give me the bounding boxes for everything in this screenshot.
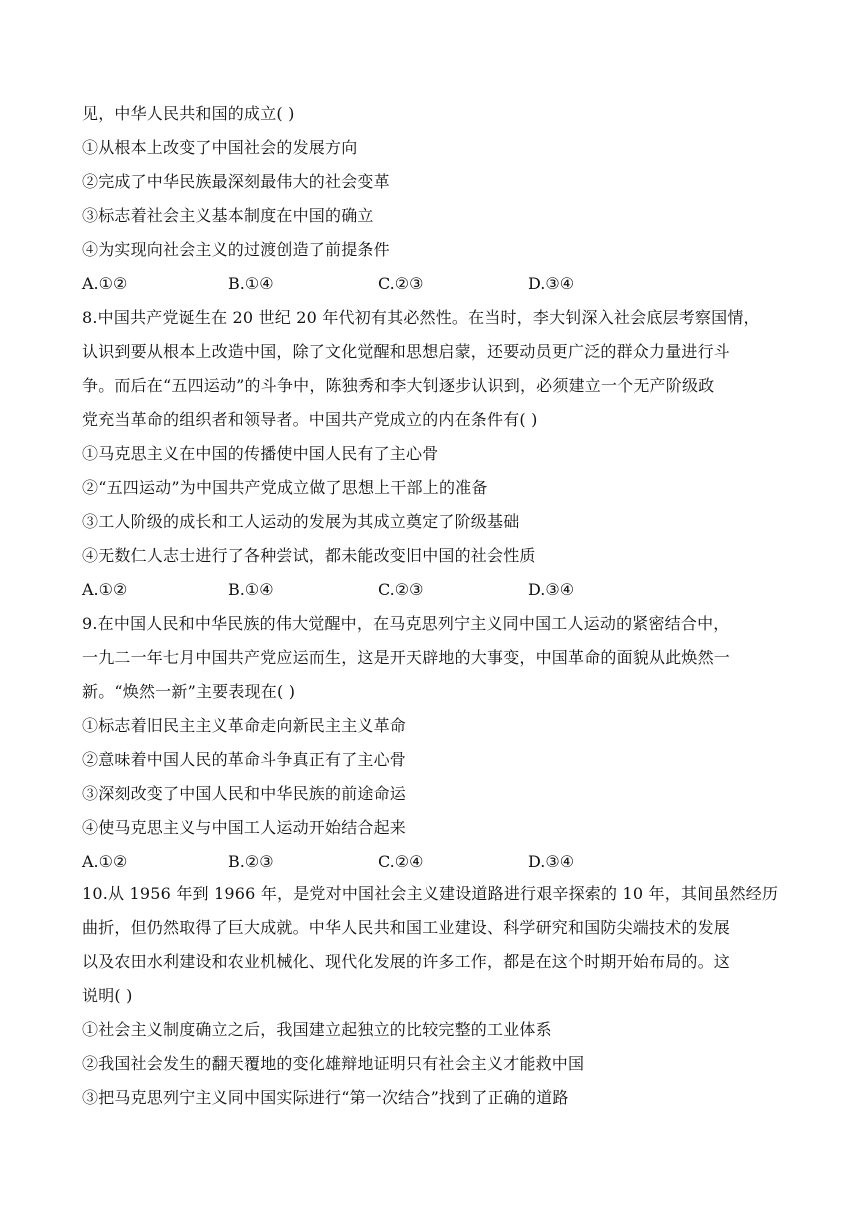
question-stem-line: 曲折，但仍然取得了巨大成就。中华人民共和国工业建设、科学研究和国防尖端技术的发展 [82, 918, 731, 937]
question-stem-line: 9.在中国人民和中华民族的伟大觉醒中，在马克思列宁主义同中国工人运动的紧密结合中， [82, 614, 730, 633]
statement-item: ②完成了中华民族最深刻最伟大的社会变革 [82, 172, 390, 191]
question-stem-line: 10.从 1956 年到 1966 年，是党对中国社会主义建设道路进行艰辛探索的 10 年，其间虽然经历 [82, 884, 779, 903]
statement-item: ③深刻改变了中国人民和中华民族的前途命运 [82, 784, 407, 803]
option-a[interactable]: A.①② [82, 274, 128, 293]
question-stem-line: 见，中华人民共和国的成立( ) [82, 104, 295, 123]
answer-options [82, 845, 782, 879]
question-stem-line: 以及农田水利建设和农业机械化、现代化发展的许多工作，都是在这个时期开始布局的。这 [82, 952, 731, 971]
question-stem-line: 认识到要从根本上改造中国，除了文化觉醒和思想启蒙，还要动员更广泛的群众力量进行斗 [82, 342, 731, 361]
option-c[interactable]: C.②③ [378, 274, 424, 293]
question-stem-line: 8.中国共产党诞生在 20 世纪 20 年代初有其必然性。在当时，李大钊深入社会底层考察国情， [82, 308, 760, 327]
statement-item: ②“五四运动”为中国共产党成立做了思想上干部上的准备 [82, 478, 488, 497]
statement-item: ④无数仁人志士进行了各种尝试，都未能改变旧中国的社会性质 [82, 546, 536, 565]
question-8 [82, 301, 782, 607]
question-10 [82, 877, 782, 1115]
question-9 [82, 607, 782, 879]
question-stem-line: 一九二一年七月中国共产党应运而生，这是开天辟地的大事变，中国革命的面貌从此焕然一 [82, 648, 731, 667]
option-d[interactable]: D.③④ [528, 274, 575, 293]
option-a[interactable]: A.①② [82, 852, 128, 871]
statement-item: ②意味着中国人民的革命斗争真正有了主心骨 [82, 750, 407, 769]
statement-item: ③把马克思列宁主义同中国实际进行“第一次结合”找到了正确的道路 [82, 1088, 569, 1107]
statement-item: ①马克思主义在中国的传播使中国人民有了主心骨 [82, 444, 439, 463]
question-stem-line: 说明( ) [82, 986, 133, 1005]
question-7-tail [82, 97, 782, 301]
option-d[interactable]: D.③④ [528, 852, 575, 871]
statement-item: ④使马克思主义与中国工人运动开始结合起来 [82, 818, 407, 837]
option-d[interactable]: D.③④ [528, 580, 575, 599]
statement-item: ④为实现向社会主义的过渡创造了前提条件 [82, 240, 390, 259]
answer-options [82, 573, 782, 607]
answer-options [82, 267, 782, 301]
statement-item: ③工人阶级的成长和工人运动的发展为其成立奠定了阶级基础 [82, 512, 520, 531]
question-stem-line: 争。而后在“五四运动”的斗争中，陈独秀和李大钊逐步认识到，必须建立一个无产阶级政 [82, 376, 715, 395]
statement-item: ①社会主义制度确立之后，我国建立起独立的比较完整的工业体系 [82, 1020, 552, 1039]
option-b[interactable]: B.①④ [228, 274, 274, 293]
question-stem-line: 党充当革命的组织者和领导者。中国共产党成立的内在条件有( ) [82, 410, 538, 429]
option-c[interactable]: C.②③ [378, 580, 424, 599]
question-stem-line: 新。“焕然一新”主要表现在( ) [82, 682, 296, 701]
statement-item: ①标志着旧民主主义革命走向新民主主义革命 [82, 716, 407, 735]
option-b[interactable]: B.②③ [228, 852, 274, 871]
statement-item: ③标志着社会主义基本制度在中国的确立 [82, 206, 374, 225]
option-a[interactable]: A.①② [82, 580, 128, 599]
option-b[interactable]: B.①④ [228, 580, 274, 599]
option-c[interactable]: C.②④ [378, 852, 424, 871]
statement-item: ①从根本上改变了中国社会的发展方向 [82, 138, 358, 157]
statement-item: ②我国社会发生的翻天覆地的变化雄辩地证明只有社会主义才能救中国 [82, 1054, 585, 1073]
